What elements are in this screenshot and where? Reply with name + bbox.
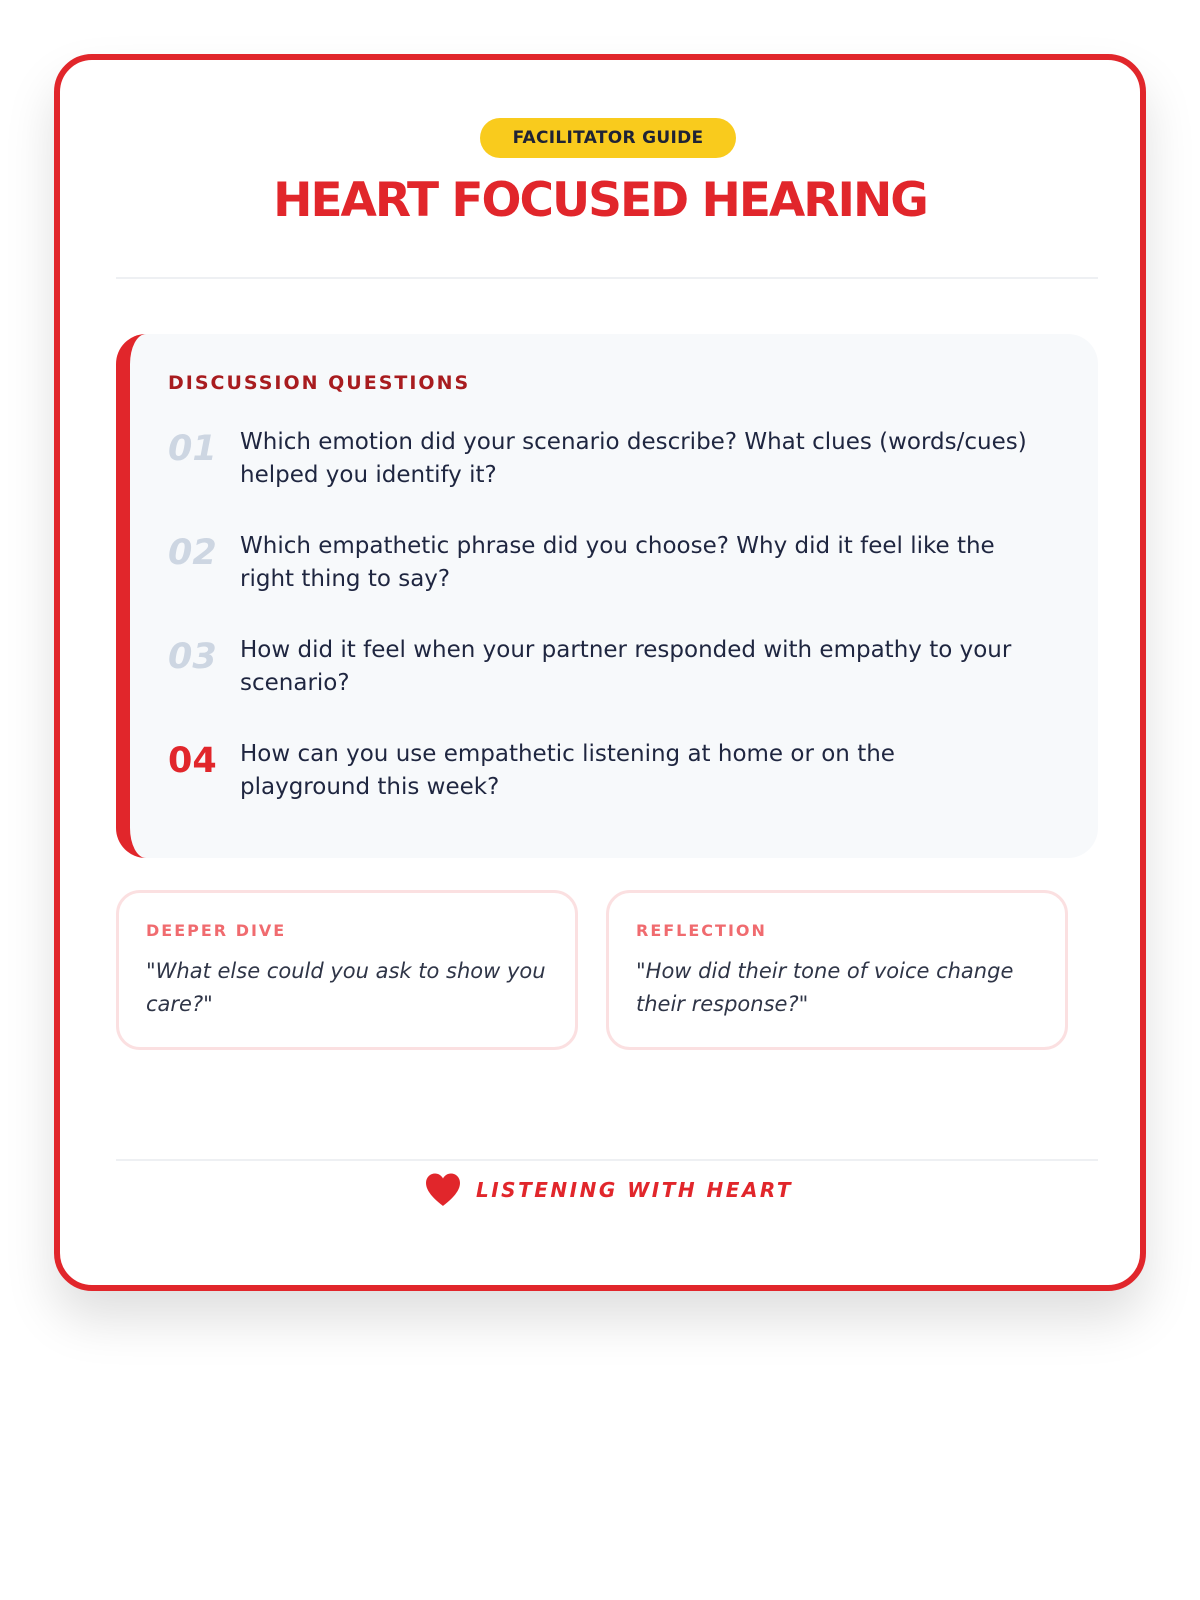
deeper-dive-label: DEEPER DIVE xyxy=(146,921,287,940)
question-text: Which empathetic phrase did you choose? Why did it feel like the right thing to say? xyxy=(240,533,995,592)
discussion-questions-heading: DISCUSSION QUESTIONS xyxy=(168,372,471,394)
question-text: Which emotion did your scenario describe? What clues (words/cues) helped you identify it? xyxy=(240,429,1027,488)
footer-divider xyxy=(116,1159,1098,1161)
question-item xyxy=(168,530,1048,602)
question-text: How can you use empathetic listening at home or on the playground this week? xyxy=(240,741,895,800)
facilitator-guide-badge: FACILITATOR GUIDE xyxy=(480,118,736,158)
header-divider xyxy=(116,277,1098,279)
page-title: HEART FOCUSED HEARING xyxy=(273,173,927,228)
question-item-active xyxy=(168,738,1048,810)
question-number-active: 04 xyxy=(168,741,217,781)
footer xyxy=(424,1172,793,1208)
question-number: 02 xyxy=(168,533,217,573)
question-item xyxy=(168,426,1048,498)
footer-text: LISTENING WITH HEART xyxy=(476,1178,794,1202)
question-item xyxy=(168,634,1048,706)
deeper-dive-card xyxy=(116,890,578,1050)
discussion-questions-panel xyxy=(116,334,1098,858)
question-number: 01 xyxy=(168,429,217,469)
deeper-dive-quote: "What else could you ask to show you care?" xyxy=(146,959,546,1016)
reflection-label: REFLECTION xyxy=(636,921,767,940)
reflection-card xyxy=(606,890,1068,1050)
question-text: How did it feel when your partner responded with empathy to your scenario? xyxy=(240,637,1012,696)
reflection-quote: "How did their tone of voice change their response?" xyxy=(636,959,1014,1016)
heart-icon xyxy=(424,1172,462,1208)
guide-card xyxy=(54,54,1146,1291)
question-number: 03 xyxy=(168,637,217,677)
